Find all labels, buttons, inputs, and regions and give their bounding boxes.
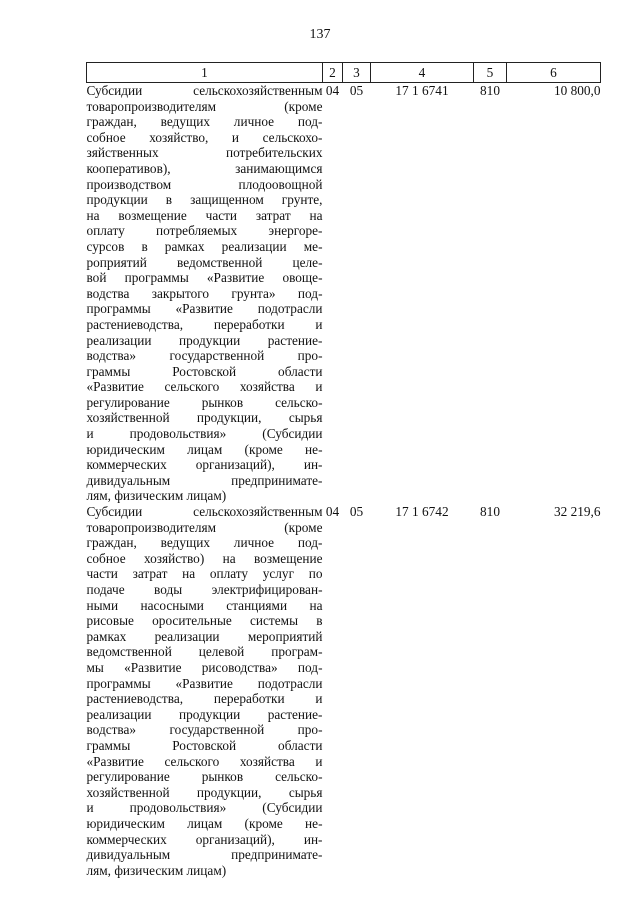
description-line: вой программы «Развитие овоще- [86,270,323,286]
header-col-1: 1 [87,63,323,83]
description-line: дивидуальным предпринимате- [86,847,323,863]
description-line: «Развитие сельского хозяйства и [86,379,323,395]
description-line: части затрат на оплату услуг по [86,566,323,582]
amount: 32 219,6 [553,504,601,520]
description-line: на возмещение части затрат на [86,207,323,223]
description-line: рамках реализации мероприятий [86,628,323,644]
section-code: 04 [325,504,340,520]
expense-type-code: 810 [480,83,500,98]
description-line: водства» государственной про- [86,722,323,738]
description-line: Субсидии сельскохозяйственным [86,504,323,520]
description-line: граммы Ростовской области [86,737,323,753]
table-body [87,83,601,879]
header-col-3: 3 [343,63,371,83]
description-line: коммерческих организаций), ин- [86,831,323,847]
description-line: регулирование рынков сельско- [86,769,323,785]
description-line: граждан, ведущих личное под- [86,114,323,130]
description-line: водства» государственной про- [86,348,323,364]
description-line: сурсов в рамках реализации ме- [86,238,323,254]
description-line: «Развитие сельского хозяйства и [86,753,323,769]
description-line: программы «Развитие подотрасли [86,675,323,691]
description-line: хозяйственной продукции, сырья [86,784,323,800]
description-line: юридическим лицам (кроме не- [86,441,323,457]
row-description [87,504,323,878]
description-line: мы «Развитие рисоводства» под- [86,659,323,675]
table-row [87,504,601,878]
description-line: ными насосными станциями на [86,597,323,613]
budget-table [86,62,601,878]
description-line: реализации продукции растение- [86,332,323,348]
description-line: зяйственных потребительских [86,145,323,161]
subsection-code: 05 [349,504,364,520]
amount: 10 800,0 [553,83,601,98]
target-article-code: 17 1 6741 [395,83,449,98]
table-row [87,83,601,505]
header-col-6: 6 [507,63,601,83]
description-line: Субсидии сельскохозяйственным [86,83,323,98]
description-line: товаропроизводителям (кроме [86,519,323,535]
subsection-code: 05 [349,83,364,98]
description-line: хозяйственной продукции, сырья [86,410,323,426]
description-line: программы «Развитие подотрасли [86,301,323,317]
description-line: лям, физическим лицам) [86,862,227,878]
description-line: рисовые оросительные системы в [86,613,323,629]
description-line: товаропроизводителям (кроме [86,98,323,114]
target-article-code: 17 1 6742 [395,504,449,520]
description-line: ведомственной целевой програм- [86,644,323,660]
description-line: лям, физическим лицам) [86,488,227,504]
description-line: дивидуальным предпринимате- [86,472,323,488]
description-line: собное хозяйство) на возмещение [86,550,323,566]
description-line: производством плодоовощной [86,176,323,192]
description-line: роприятий ведомственной целе- [86,254,323,270]
description-line: водства закрытого грунта» под- [86,285,323,301]
header-col-2: 2 [323,63,343,83]
description-line: растениеводства, переработки и [86,316,323,332]
description-line: граммы Ростовской области [86,363,323,379]
expense-type-code: 810 [480,504,500,520]
header-row [87,63,601,83]
header-col-5: 5 [474,63,507,83]
page-number: 137 [309,27,331,42]
description-line: регулирование рынков сельско- [86,394,323,410]
description-line: оплату потребляемых энергоре- [86,223,323,239]
row-description [87,83,323,505]
description-line: растениеводства, переработки и [86,691,323,707]
description-line: юридическим лицам (кроме не- [86,815,323,831]
description-line: продукции в защищенном грунте, [86,192,323,208]
description-line: и продовольствия» (Субсидии [86,426,323,442]
section-code: 04 [325,83,340,98]
description-line: коммерческих организаций), ин- [86,457,323,473]
header-col-4: 4 [371,63,474,83]
description-line: собное хозяйство, и сельскохо- [86,129,323,145]
description-line: и продовольствия» (Субсидии [86,800,323,816]
description-line: подаче воды электрифицирован- [86,582,323,597]
description-line: реализации продукции растение- [86,706,323,722]
description-line: граждан, ведущих личное под- [86,535,323,551]
description-line: кооперативов), занимающимся [86,160,323,176]
